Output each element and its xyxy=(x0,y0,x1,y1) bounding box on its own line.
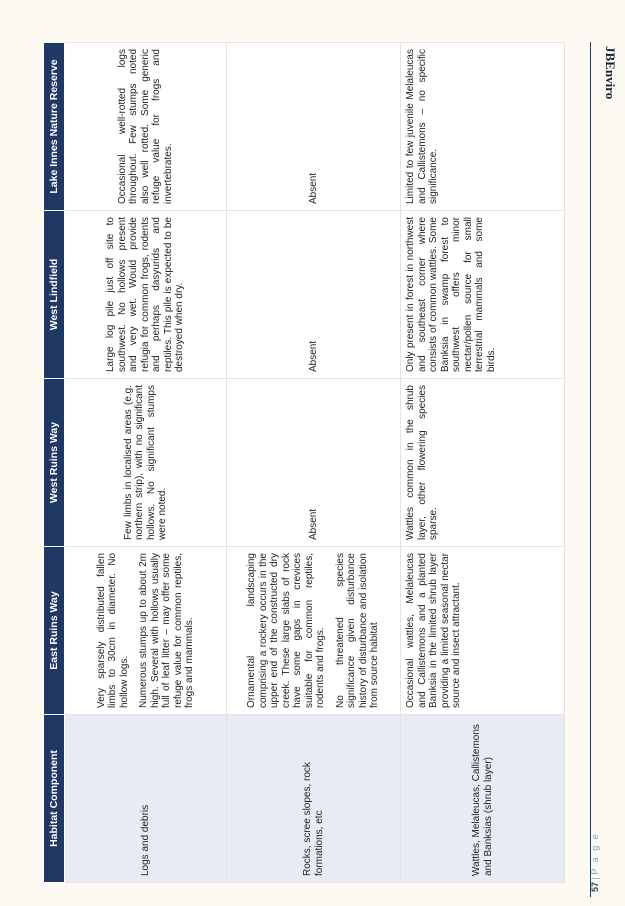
cell-paragraph: Numerous stumps up to about 2m high. Several with hollows usually full of leaf litter – may offer some refuge value for common reptiles, frogs and mammals. xyxy=(138,553,195,708)
cell-paragraph: Very sparsely distributed fallen limbs to 30cm in diameter. No hollow logs. xyxy=(95,553,130,708)
page-number: 57 xyxy=(590,881,600,892)
east-ruins-way-cell xyxy=(65,547,227,715)
habitat-component-cell: Rocks, scree slopes, rock formations, etc xyxy=(227,715,401,883)
footer-separator: | xyxy=(590,877,600,880)
column-header-habitat-component: Habitat Component xyxy=(44,715,65,883)
west-lindfield-cell: Only present in forest in northwest and southeast corner where consists of common wattles. Some Banksia in swamp forest to southwest offers minor nectar/pollen source for small terrestrial mammals and some birds. xyxy=(401,211,565,379)
cell-paragraph: Ornamental landscaping comprising a rockery occurs in the upper end of the constructed dry creek. These large slabs of rock have some gaps in crevices suitable for common reptiles, rodents and frogs. xyxy=(246,553,327,708)
west-lindfield-cell: Absent xyxy=(227,211,401,379)
habitat-component-cell: Wattles, Melaleucas, Callistemons and Banksias (shrub layer) xyxy=(401,715,565,883)
lake-innes-cell: Absent xyxy=(227,43,401,211)
habitat-table xyxy=(43,42,565,883)
west-ruins-way-cell: Few limbs in localised areas (e.g. northern strip), with no significant hollows. No significant stumps were noted. xyxy=(65,379,227,547)
column-header-west-lindfield: West Lindfield xyxy=(44,211,65,379)
brand-logo-text: JBEnviro xyxy=(603,46,618,100)
table-row xyxy=(227,43,401,883)
table-row xyxy=(401,43,565,883)
table-header-row xyxy=(44,43,65,883)
east-ruins-way-cell: Occasional wattles, Melaleucas and Callistemons and a planted Banksia in the limited shrub layer providing a limited seasonal nectar source and insect attractant. xyxy=(401,547,565,715)
lake-innes-cell: Occasional well-rotted logs throughout. Few stumps noted also well rotted. Some generic refuge value for frogs and invertebrates. xyxy=(65,43,227,211)
lake-innes-cell: Limited to few juvenile Melaleucas and Callistemons – no specific significance. xyxy=(401,43,565,211)
cell-paragraph: No threatened species significance given disturbance history of disturbance and isolation from source habitat xyxy=(334,553,381,708)
column-header-lake-innes: Lake Innes Nature Reserve xyxy=(44,43,65,211)
column-header-east-ruins-way: East Ruins Way xyxy=(44,547,65,715)
page-footer xyxy=(590,832,606,892)
column-header-west-ruins-way: West Ruins Way xyxy=(44,379,65,547)
west-ruins-way-cell: Absent xyxy=(227,379,401,547)
header-rule xyxy=(590,42,591,897)
page-label: P a g e xyxy=(590,832,600,875)
east-ruins-way-cell xyxy=(227,547,401,715)
west-ruins-way-cell: Wattles common in the shrub layer, other flowering species sparse. xyxy=(401,379,565,547)
west-lindfield-cell: Large log pile just off site to southwest. No hollows present and very wet. Would provide refugia for common frogs, rodents and perhaps dasyurids and reptiles. This pile is expected to be destroyed when dry. xyxy=(65,211,227,379)
habitat-component-cell: Logs and debris xyxy=(65,715,227,883)
rotated-table-container xyxy=(43,43,573,883)
table-row xyxy=(65,43,227,883)
